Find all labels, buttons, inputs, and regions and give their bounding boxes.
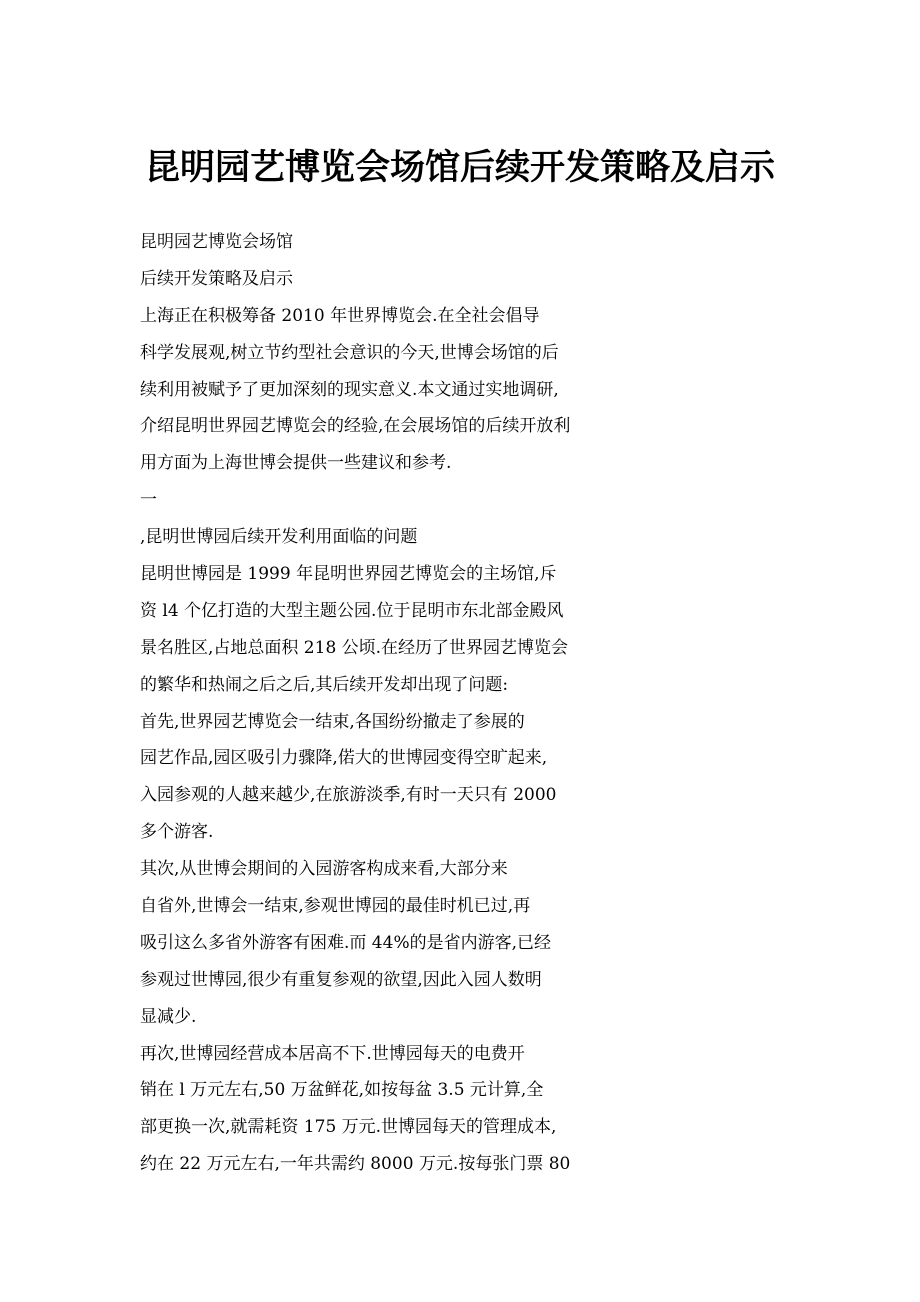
body-line: 景名胜区,占地总面积 218 公顷.在经历了世界园艺博览会 xyxy=(140,637,569,658)
body-line: 资 l4 个亿打造的大型主题公园.位于昆明市东北部金殿风 xyxy=(140,600,564,621)
body-line: 吸引这么多省外游客有困难.而 44%的是省内游客,已经 xyxy=(140,932,551,953)
body-line: 部更换一次,就需耗资 175 万元.世博园每天的管理成本, xyxy=(140,1117,557,1138)
body-line: 园艺作品,园区吸引力骤降,偌大的世博园变得空旷起来, xyxy=(140,748,548,769)
body-line: 再次,世博园经营成本居高不下.世博园每天的电费开 xyxy=(140,1043,525,1064)
body-line: 自省外,世博会一结束,参观世博园的最佳时机已过,再 xyxy=(140,896,531,917)
body-line: 其次,从世博会期间的入园游客构成来看,大部分来 xyxy=(140,859,508,880)
body-line: 销在 l 万元左右,50 万盆鲜花,如按每盆 3.5 元计算,全 xyxy=(140,1080,544,1101)
body-line: 参观过世博园,很少有重复参观的欲望,因此入园人数明 xyxy=(140,969,542,990)
body-line: 昆明园艺博览会场馆 xyxy=(140,232,293,252)
body-line: 科学发展观,树立节约型社会意识的今天,世博会场馆的后 xyxy=(140,342,559,363)
body-line: 续利用被赋予了更加深刻的现实意义.本文通过实地调研, xyxy=(140,379,559,400)
body-line: 显减少. xyxy=(140,1006,197,1027)
body-line: 入园参观的人越来越少,在旅游淡季,有时一天只有 2000 xyxy=(140,785,557,806)
body-line: 昆明世博园是 1999 年昆明世界园艺博览会的主场馆,斥 xyxy=(140,564,557,585)
body-line: 首先,世界园艺博览会一结束,各国纷纷撤走了参展的 xyxy=(140,711,525,732)
body-line: 约在 22 万元左右,一年共需约 8000 万元.按每张门票 80 xyxy=(140,1154,571,1175)
body-line: ,昆明世博园后续开发利用面临的问题 xyxy=(140,527,418,548)
body-line: 多个游客. xyxy=(140,822,214,843)
body-line: 用方面为上海世博会提供一些建议和参考. xyxy=(140,453,452,474)
body-line: 的繁华和热闹之后之后,其后续开发却出现了问题: xyxy=(140,674,509,695)
body-line: 一 xyxy=(140,490,157,511)
document-title: 昆明园艺博览会场馆后续开发策略及启示 xyxy=(144,147,775,188)
document-body xyxy=(140,224,840,1183)
body-line: 后续开发策略及启示 xyxy=(140,268,293,289)
body-line: 上海正在积极筹备 2010 年世界博览会.在全社会倡导 xyxy=(140,305,540,326)
body-line: 介绍昆明世界园艺博览会的经验,在会展场馆的后续开放利 xyxy=(140,416,571,437)
